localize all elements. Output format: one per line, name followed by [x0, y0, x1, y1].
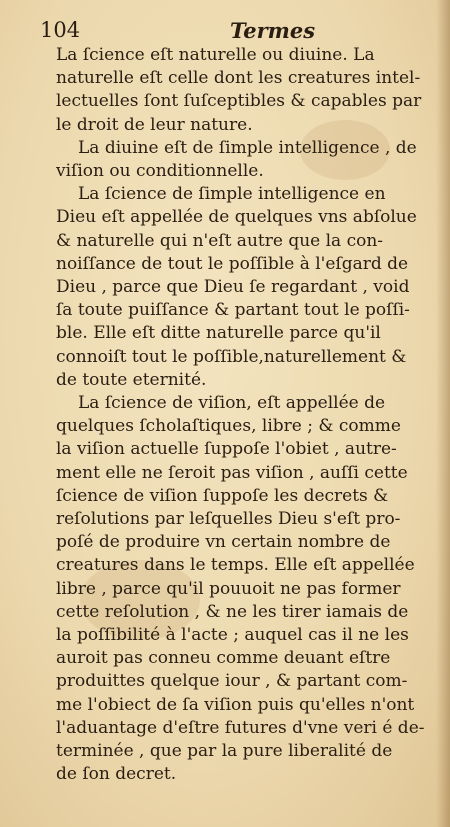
text-line: cette reſolution , & ne les tirer iamais de: [56, 601, 409, 622]
text-line: auroit pas conneu comme deuant eſtre: [56, 648, 391, 669]
text-line: me l'obiect de ſa viſion puis qu'elles n'ont: [56, 694, 415, 715]
text-line: Dieu , parce que Dieu ſe regardant , void: [56, 277, 410, 298]
text-line: La ſcience de ſimple intelligence en: [78, 184, 386, 205]
text-line: naturelle eſt celle dont les creatures intel-: [56, 68, 421, 89]
text-line: de ſon decret.: [56, 764, 177, 785]
text-line: terminée , que par la pure liberalité de: [56, 741, 393, 762]
text-line: le droit de leur nature.: [56, 114, 253, 135]
text-line: quelques ſcholaſtiques, libre ; & comme: [56, 416, 401, 437]
text-line: La ſcience de viſion, eſt appellée de: [78, 393, 386, 414]
text-line: poſé de produire vn certain nombre de: [56, 532, 391, 553]
text-line: de toute eternité.: [56, 369, 207, 390]
text-line: creatures dans le temps. Elle eſt appellée: [56, 555, 415, 576]
running-head: Termes: [230, 18, 316, 43]
text-line: noiſſance de tout le poſſible à l'eſgard de: [56, 253, 409, 274]
text-line: la viſion actuelle ſuppoſe l'obiet , autre-: [56, 439, 397, 460]
text-line: ſcience de viſion ſuppoſe les decrets &: [56, 485, 389, 506]
text-line: l'aduantage d'eſtre futures d'vne veri é de-: [56, 717, 425, 738]
text-line: ſa toute puiſſance & partant tout le poſſi-: [56, 300, 410, 321]
page-number: 104: [40, 18, 81, 42]
text-line: libre , parce qu'il pouuoit ne pas former: [56, 578, 401, 599]
text-line: La diuine eſt de ſimple intelligence , de: [78, 137, 417, 158]
text-line: la poſſibilité à l'acte ; auquel cas il ne les: [56, 625, 409, 646]
body-text: [56, 44, 426, 787]
text-line: Dieu eſt appellée de quelques vns abſolue: [56, 207, 417, 228]
text-line: viſion ou conditionnelle.: [56, 161, 264, 182]
text-line: ble. Elle eſt ditte naturelle parce qu'il: [56, 323, 381, 344]
text-line: & naturelle qui n'eſt autre que la con-: [56, 230, 384, 251]
text-line: connoiſt tout le poſſible,naturellement &: [56, 346, 407, 367]
text-line: reſolutions par leſquelles Dieu s'eſt pro-: [56, 509, 401, 530]
text-line: lectuelles ſont ſuſceptibles & capables par: [56, 91, 422, 112]
text-line: ment elle ne ſeroit pas viſion , auſſi cette: [56, 462, 408, 483]
text-line: La ſcience eſt naturelle ou diuine. La: [56, 45, 375, 65]
text-line: produittes quelque iour , & partant com-: [56, 671, 408, 692]
